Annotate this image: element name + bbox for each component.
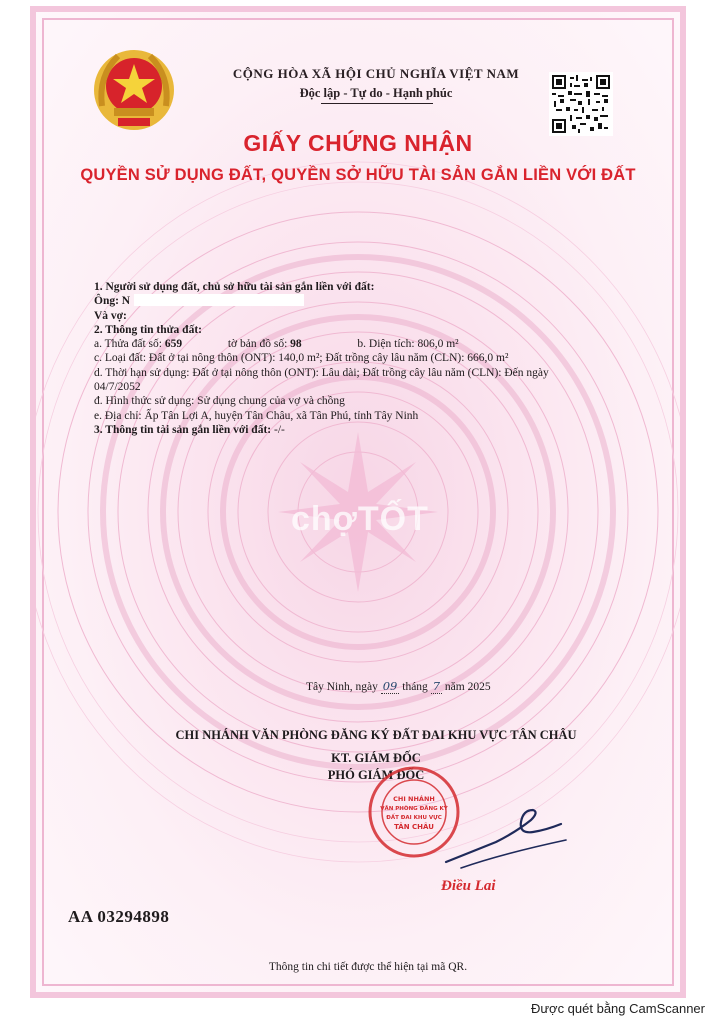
seal-text-2: VĂN PHÒNG ĐĂNG KÝ (380, 806, 448, 812)
section1-heading: 1. Người sử dụng đất, chủ sở hữu tài sản gắn liền với đất: (94, 281, 375, 293)
watermark-text: chợTỐT (291, 500, 429, 538)
owner-label: Ông: N (94, 295, 131, 308)
seal-text-1: CHI NHÁNH (393, 795, 435, 803)
date-place: Tây Ninh, ngày (306, 681, 378, 693)
address-line: e. Địa chỉ: Ấp Tân Lợi A, huyện Tân Châu, xã Tân Phú, tỉnh Tây Ninh (94, 409, 419, 422)
camscanner-note: Được quét bằng CamScanner (530, 1001, 705, 1016)
signer-name: Điều Lai (441, 878, 496, 894)
seal-text-3: ĐẤT ĐAI KHU VỰC (386, 815, 442, 821)
usage-form-line: đ. Hình thức sử dụng: Sử dụng chung của vợ và chồng (94, 395, 345, 408)
signer-role-2: PHÓ GIÁM ĐỐC (327, 768, 425, 782)
qr-code-icon (549, 72, 613, 136)
owner-line (94, 294, 654, 308)
date-month-label: tháng (402, 681, 428, 693)
motto-underline (321, 103, 433, 104)
spouse-label: Và vợ: (94, 309, 127, 322)
land-type-line: c. Loại đất: Đất ở tại nông thôn (ONT): 140,0 m²; Đất trồng cây lâu năm (CLN): 666,0 m² (94, 352, 509, 365)
date-year: năm 2025 (444, 681, 491, 693)
handwritten-signature (441, 802, 571, 872)
certificate-paper (30, 6, 686, 998)
date-day: 09 (382, 679, 398, 693)
area-text: b. Diện tích: 806,0 m² (357, 338, 459, 351)
map-sheet-number: 98 (290, 338, 302, 351)
section3-value: -/- (273, 423, 285, 436)
redaction-box (134, 294, 304, 306)
serial-number: AA 03294898 (68, 907, 170, 926)
certificate-body (94, 280, 654, 437)
parcel-number: 659 (164, 338, 183, 351)
parcel-line (94, 337, 654, 351)
term-line-1: d. Thời hạn sử dụng: Đất ở tại nông thôn (ONT): Lâu dài; Đất trồng cây lâu năm (CLN): Đến ngày (94, 366, 549, 379)
date-month: 7 (432, 679, 441, 693)
nation-name: CỘNG HÒA XÃ HỘI CHỦ NGHĨA VIỆT NAM (232, 66, 520, 81)
section3-line (94, 423, 654, 437)
section2-heading: 2. Thông tin thửa đất: (94, 323, 202, 336)
certificate-subtitle: QUYỀN SỬ DỤNG ĐẤT, QUYỀN SỞ HỮU TÀI SẢN GẮN LIỀN VỚI ĐẤT (80, 166, 636, 184)
qr-info-note: Thông tin chi tiết được thể hiện tại mã QR. (268, 961, 468, 973)
map-sheet-label: tờ bản đồ số: (227, 338, 288, 351)
signing-date (306, 679, 606, 694)
seal-text-4: TÂN CHÂU (394, 823, 434, 831)
term-line-2: 04/7/2052 (94, 381, 141, 394)
issuing-agency: CHI NHÁNH VĂN PHÒNG ĐĂNG KÝ ĐẤT ĐAI KHU VỰC TÂN CHÂU (175, 728, 577, 742)
section3-heading: 3. Thông tin tài sản gắn liền với đất: (94, 423, 272, 436)
signer-role-1: KT. GIÁM ĐỐC (331, 751, 421, 765)
national-motto: Độc lập - Tự do - Hạnh phúc (299, 86, 453, 100)
parcel-label: a. Thửa đất số: (94, 338, 162, 351)
certificate-title: GIẤY CHỨNG NHẬN (243, 130, 473, 156)
